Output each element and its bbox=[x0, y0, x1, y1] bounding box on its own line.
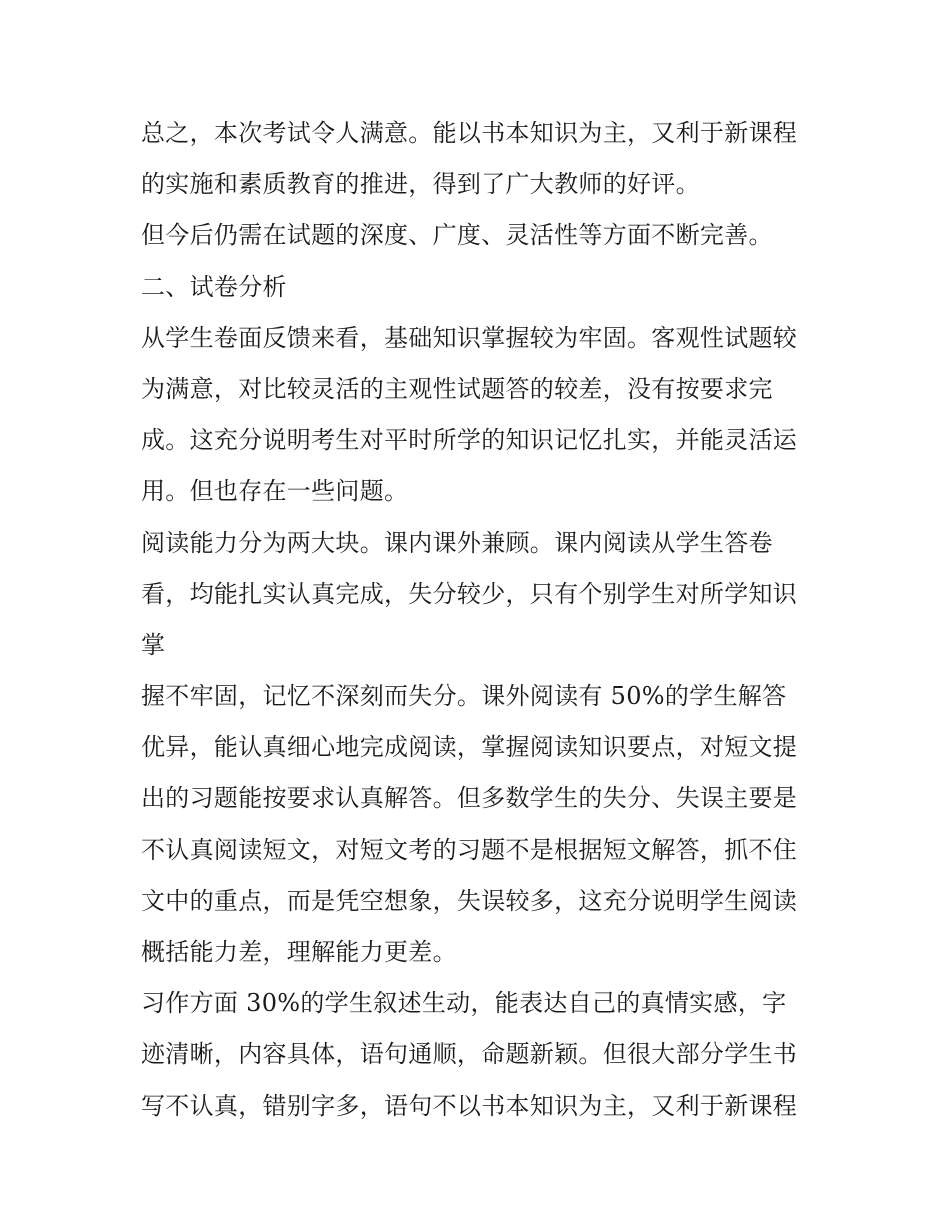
text-line: 习作方面 30%的学生叙述生动，能表达自己的真情实感，字 bbox=[141, 989, 787, 1018]
text-line: 概括能力差，理解能力更差。 bbox=[141, 938, 457, 966]
text-line: 优异，能认真细心地完成阅读，掌握阅读知识要点，对短文提 bbox=[141, 733, 798, 762]
text-line: 的实施和素质教育的推进，得到了广大教师的好评。 bbox=[141, 170, 700, 199]
text-line: 出的习题能按要求认真解答。但多数学生的失分、失误主要是 bbox=[141, 784, 798, 813]
text-line: 从学生卷面反馈来看，基础知识掌握较为牢固。客观性试题较 bbox=[141, 323, 798, 352]
document-body bbox=[141, 108, 813, 1132]
text-line: 文中的重点，而是凭空想象，失误较多，这充分说明学生阅读 bbox=[141, 886, 798, 915]
text-line: 为满意，对比较灵活的主观性试题答的较差，没有按要求完 bbox=[141, 374, 773, 403]
text-line: 看，均能扎实认真完成，失分较少，只有个别学生对所学知识 bbox=[141, 579, 798, 608]
text-line: 握不牢固，记忆不深刻而失分。课外阅读有 50%的学生解答 bbox=[141, 682, 787, 711]
text-line: 阅读能力分为两大块。课内课外兼顾。课内阅读从学生答卷 bbox=[141, 528, 773, 557]
text-line: 不认真阅读短文，对短文考的习题不是根据短文解答，抓不住 bbox=[141, 835, 798, 864]
text-line: 成。这充分说明考生对平时所学的知识记忆扎实，并能灵活运 bbox=[141, 426, 798, 455]
text-line: 迹清晰，内容具体，语句通顺，命题新颖。但很大部分学生书 bbox=[141, 1040, 798, 1069]
text-line: 掌 bbox=[141, 630, 166, 659]
text-line: 写不认真，错别字多，语句不以书本知识为主，又利于新课程 bbox=[141, 1091, 798, 1120]
text-line: 但今后仍需在试题的深度、广度、灵活性等方面不断完善。 bbox=[141, 221, 773, 250]
section-heading: 二、试卷分析 bbox=[141, 272, 287, 301]
text-line: 总之，本次考试令人满意。能以书本知识为主，又利于新课程 bbox=[141, 119, 798, 147]
text-line: 用。但也存在一些问题。 bbox=[141, 477, 409, 506]
